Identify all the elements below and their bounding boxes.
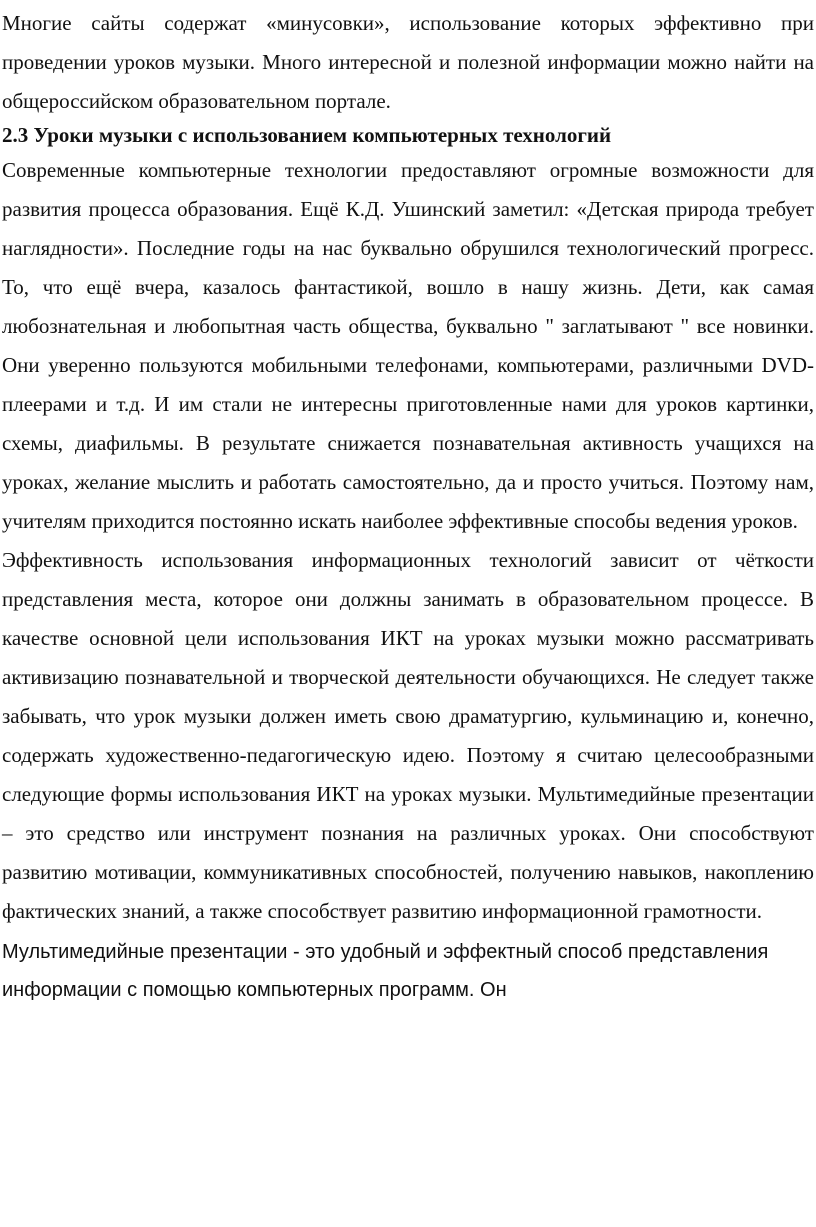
paragraph-minus-tracks: Многие сайты содержат «минусовки», использование которых эффективно при проведении уроков музыки. Много интересной и полезной информации можно найти на общероссийском образовательном портале. bbox=[2, 11, 814, 113]
section-heading-2-3: 2.3 Уроки музыки с использованием компьютерных технологий bbox=[2, 123, 612, 147]
paragraph-ict-effectiveness: Эффективность использования информационных технологий зависит от чёткости представления места, которое они должны занимать в образовательном процессе. В качестве основной цели использования ИКТ на уроках музыки можно рассматривать активизацию познавательной и творческой деятельности обучающихся. Не следует также забывать, что урок музыки должен иметь свою драматургию, кульминацию и, конечно, содержать художественно-педагогическую идею. Поэтому я считаю целесообразными следующие формы использования ИКТ на уроках музыки. Мультимедийные презентации – это средство или инструмент познания на различных уроках. Они способствуют развитию мотивации, коммуникативных способностей, получению навыков, накоплению фактических знаний, а также способствует развитию информационной грамотности. bbox=[2, 548, 814, 923]
paragraph-modern-technologies: Современные компьютерные технологии предоставляют огромные возможности для развития процесса образования. Ещё К.Д. Ушинский заметил: «Детская природа требует наглядности». Последние годы на нас буквально обрушился технологический прогресс. То, что ещё вчера, казалось фантастикой, вошло в нашу жизнь. Дети, как самая любознательная и любопытная часть общества, буквально " заглатывают " все новинки. Они уверенно пользуются мобильными телефонами, компьютерами, различными DVD- плеерами и т.д. И им стали не интересны приготовленные нами для уроков картинки, схемы, диафильмы. В результате снижается познавательная активность учащихся на уроках, желание мыслить и работать самостоятельно, да и просто учиться. Поэтому нам, учителям приходится постоянно искать наиболее эффективные способы ведения уроков. bbox=[2, 158, 814, 533]
paragraph-multimedia-presentations: Мультимедийные презентации - это удобный и эффектный способ представления информации с помощью компьютерных программ. Он bbox=[2, 941, 769, 1001]
